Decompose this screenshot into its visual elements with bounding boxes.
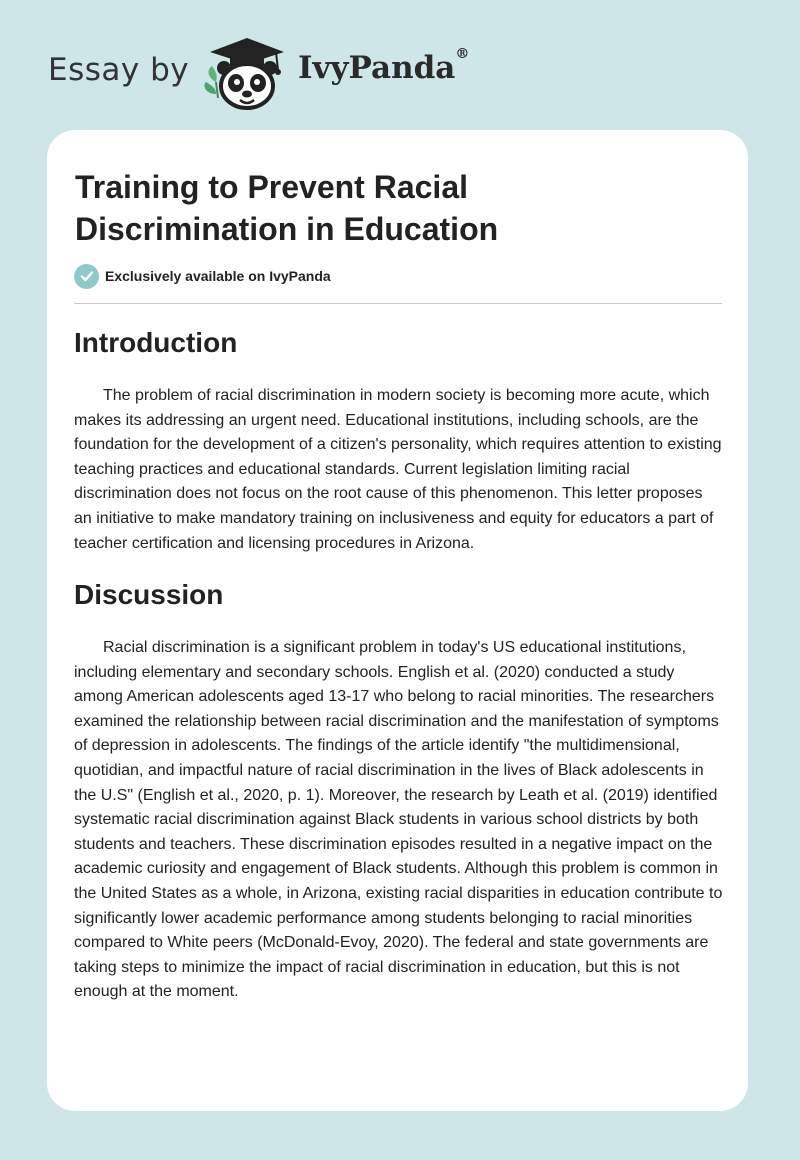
essay-card [47,130,748,1111]
site-header [48,34,748,114]
page-title: Training to Prevent Racial Discrimination in Education [75,169,499,247]
essay-by-label: Essay by [48,52,190,88]
section-heading-introduction: Introduction [74,327,238,358]
section-body-discussion: Racial discrimination is a significant problem in today's US educational institutions, including elementary and secondary schools. English et al. (2020) conducted a study among American adolescents aged 13-17 who belong to racial minorities. The researchers examined the relationship between racial discrimination and the manifestation of symptoms of depression in adolescents. The findings of the article identify "the multidimensional, quotidian, and impactful nature of racial discrimination in the lives of Black adolescents in the U.S" (English et al., 2020, p. 1). Moreover, the research by Leath et al. (2019) identified systematic racial discrimination against Black students in various school districts by both students and teachers. These discrimination episodes resulted in a negative impact on the academic curiosity and engagement of Black students. Although this problem is common in the United States as a whole, in Arizona, existing racial disparities in education contribute to significantly lower academic performance among students belonging to racial minorities compared to White peers (McDonald-Evoy, 2020). The federal and state governments are taking steps to minimize the impact of racial discrimination in education, but this is not enough at the moment. [74,639,723,1001]
section-heading-discussion: Discussion [74,579,224,610]
registered-mark: ® [455,46,470,62]
brand-text: IvyPanda [298,50,456,86]
ivypanda-logo-icon[interactable] [202,34,292,112]
section-body-introduction: The problem of racial discrimination in modern society is becoming more acute, which makes its addressing an urgent need. Educational institutions, including schools, are the foundation for the development of a citizen's personality, which requires attention to existing teaching practices and educational standards. Current legislation limiting racial discrimination does not focus on the root cause of this phenomenon. This letter proposes an initiative to make mandatory training on inclusiveness and equity for educators a part of teacher certification and licensing procedures in Arizona. [74,387,722,552]
brand-name[interactable] [298,46,470,86]
checkmark-icon [74,264,99,289]
exclusive-badge [74,263,331,289]
divider [74,303,722,304]
exclusive-badge-label: Exclusively available on IvyPanda [105,268,331,284]
